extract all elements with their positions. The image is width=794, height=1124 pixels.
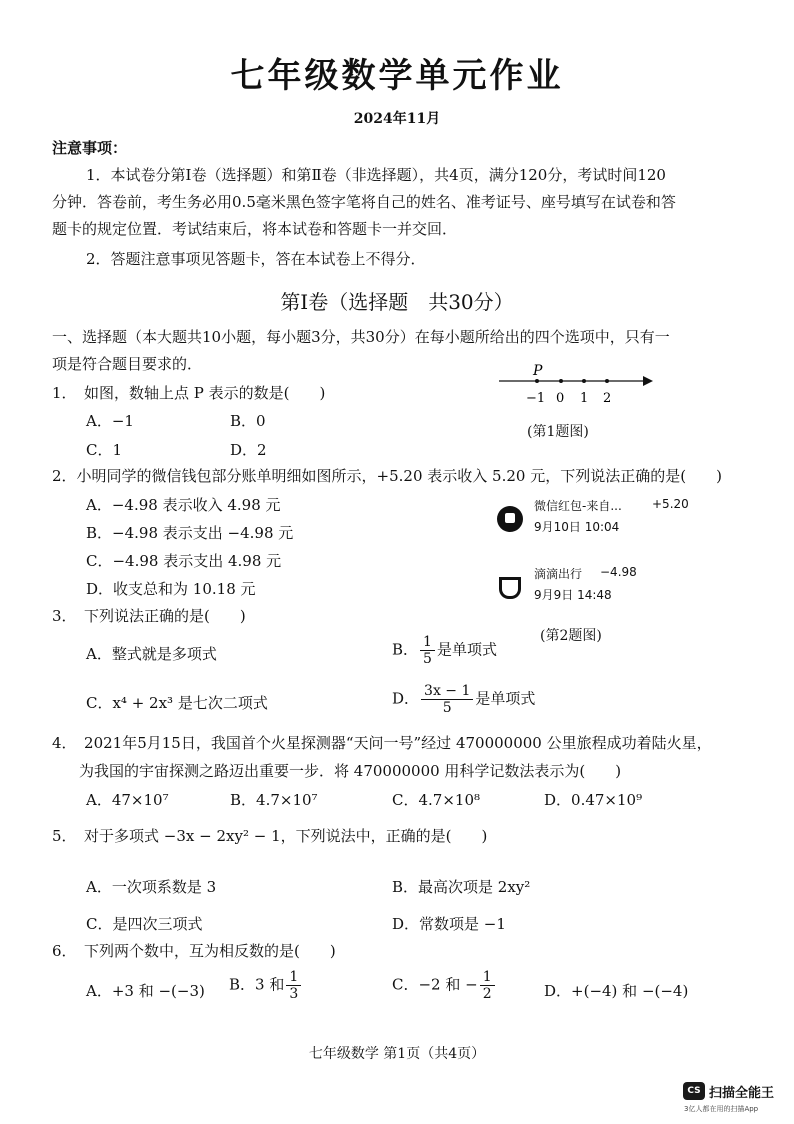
page-footer: 七年级数学 第1页（共4页） [308,1046,486,1062]
q3-option-c: C．x⁴ + 2x³ 是七次二项式 [86,694,268,712]
q6-option-d: D．+(−4) 和 −(−4) [544,982,689,1000]
q6-option-b [229,969,303,1002]
scanner-name: 扫描全能王 [709,1086,775,1101]
fraction-numerator: 3x − 1 [421,683,473,700]
q6-option-b-label: B．3 和 [229,975,285,994]
q6-stem: 6． 下列两个数中，互为相反数的是( ) [52,942,336,960]
q4-option-b: B．4.7×10⁷ [230,791,318,809]
q6-option-b-fraction [286,969,301,1002]
section-title: 第Ⅰ卷（选择题 共30分） [280,290,514,314]
q5-option-b: B．最高次项是 2xy² [392,878,531,896]
q3-stem: 3． 下列说法正确的是( ) [52,607,246,625]
q6-option-c-fraction [480,969,495,1002]
q5-option-a: A．一次项系数是 3 [86,878,217,896]
q6-option-a: A．+3 和 −(−3) [86,982,205,1000]
q3-option-d [392,683,535,716]
tick-dot-1 [582,379,586,383]
tick-dot-0 [559,379,563,383]
exam-date: 2024年11月 [353,111,441,127]
fraction-denominator: 5 [442,700,452,716]
q4-option-a: A．47×10⁷ [86,791,169,809]
q2-option-d: D．收支总和为 10.18 元 [86,580,256,598]
fraction-numerator: 1 [420,634,435,651]
tick-label-1: 1 [580,391,589,406]
q3-option-b [392,634,497,667]
tick-label-0: 0 [556,391,565,406]
q3-option-b-tail: 是单项式 [436,640,497,659]
q3-option-b-fraction [420,634,435,667]
number-line-arrow [643,376,653,386]
exam-title: 七年级数学单元作业 [230,56,564,96]
bill-entry1-time: 9月10日 10:04 [534,520,620,534]
q3-option-b-label: B． [392,640,419,659]
q5-stem: 5． 对于多项式 −3x − 2xy² − 1，下列说法中，正确的是( ) [52,827,488,845]
fraction-numerator: 1 [480,969,495,986]
section-intro-line1: 一、选择题（本大题共10小题，每小题3分，共30分）在每小题所给出的四个选项中，只有一 [52,328,670,346]
tick-label-2: 2 [603,391,612,406]
q1-option-a: A．−1 [86,412,134,430]
bill-entry2-time: 9月9日 14:48 [534,588,612,602]
fraction-denominator: 2 [482,986,492,1002]
fraction-denominator: 5 [423,651,432,667]
red-packet-icon [497,506,523,532]
number-line-figure [495,362,665,412]
q3-option-d-label: D． [392,689,420,708]
q3-option-d-fraction [421,683,473,716]
scanner-slogan: 3亿人都在用的扫描App [684,1105,759,1113]
notice-heading: 注意事项： [52,139,128,157]
scanner-logo-icon: CS [683,1082,705,1100]
notice-item1-line1: 1．本试卷分第Ⅰ卷（选择题）和第Ⅱ卷（非选择题），共4页，满分120分，考试时间120 [86,166,666,184]
bill-entry2-name: 滴滴出行 [534,567,583,581]
didi-icon [499,580,521,599]
q5-option-c: C．是四次三项式 [86,915,203,933]
tick-label-neg1: −1 [526,391,546,406]
fraction-numerator: 1 [286,969,301,986]
q2-option-a: A．−4.98 表示收入 4.98 元 [86,496,281,514]
bill-entry1-name: 微信红包-来自... [534,499,622,513]
q1-option-d: D．2 [230,441,267,459]
q6-option-c-label: C．−2 和 − [392,975,478,994]
q3-option-a: A．整式就是多项式 [86,645,217,663]
tick-dot-2 [605,379,609,383]
q1-figure-caption: (第1题图) [527,424,589,440]
q2-figure-caption: (第2题图) [540,628,602,644]
point-p [535,379,539,383]
notice-item1-line3: 题卡的规定位置．考试结束后，将本试卷和答题卡一并交回． [52,220,458,238]
bill-entry1-amount: +5.20 [652,497,689,511]
section-intro-line2: 项是符合题目要求的． [52,355,203,373]
q2-stem: 2．小明同学的微信钱包部分账单明细如图所示，+5.20 表示收入 5.20 元，下列说法正确的是( ) [52,467,722,485]
notice-item2: 2．答题注意事项见答题卡，答在本试卷上不得分． [86,250,426,268]
q1-stem: 1． 如图，数轴上点 P 表示的数是( ) [52,384,326,402]
q1-option-c: C．1 [86,441,123,459]
q1-option-b: B．0 [230,412,266,430]
point-p-label: P [533,363,543,379]
q3-option-d-tail: 是单项式 [475,689,536,708]
notice-item1-line2: 分钟．答卷前，考生务必用0.5毫米黑色签字笔将自己的姓名、准考证号、座号填写在试卷和答 [52,193,676,211]
fraction-denominator: 3 [289,986,299,1002]
q2-option-b: B．−4.98 表示支出 −4.98 元 [86,524,294,542]
q6-option-c [392,969,497,1002]
q5-option-d: D．常数项是 −1 [392,915,506,933]
q4-option-d: D．0.47×10⁹ [544,791,643,809]
q4-option-c: C．4.7×10⁸ [392,791,481,809]
q4-stem-line1: 4． 2021年5月15日，我国首个火星探测器“天问一号”经过 470000000 公里旅程成功着陆火星， [52,734,712,752]
q4-stem-line2: 为我国的宇宙探测之路迈出重要一步．将 470000000 用科学记数法表示为( ) [79,762,622,780]
q2-option-c: C．−4.98 表示支出 4.98 元 [86,552,282,570]
bill-entry2-amount: −4.98 [600,565,637,579]
